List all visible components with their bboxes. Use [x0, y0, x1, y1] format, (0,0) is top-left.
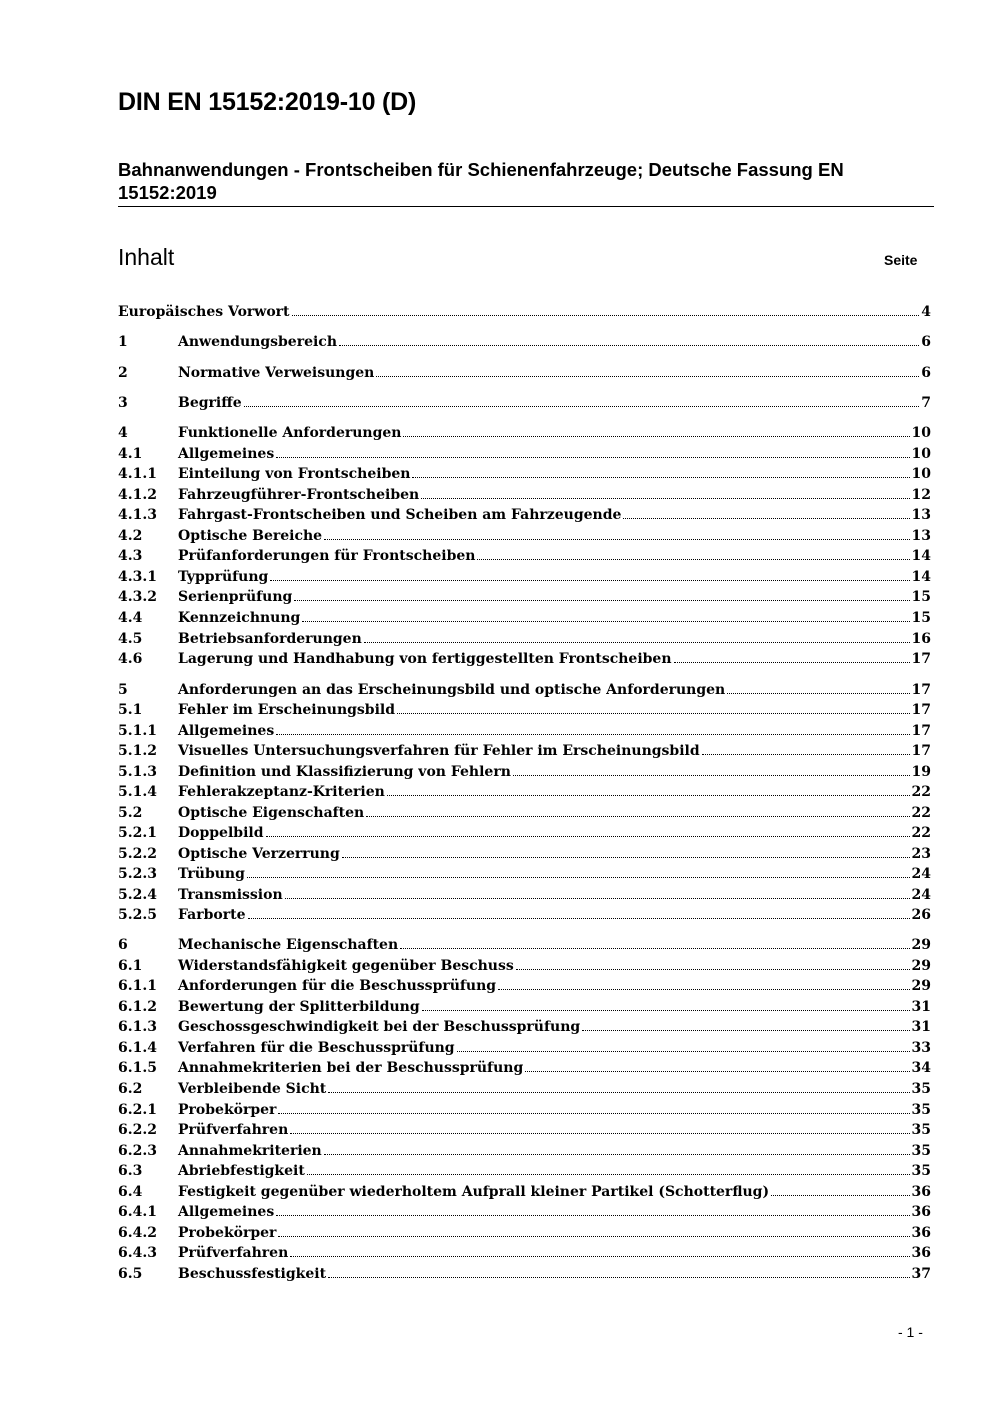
- toc-entry-page: 29: [911, 978, 931, 994]
- toc-dot-leader: [582, 1030, 909, 1031]
- toc-entry-page: 36: [911, 1204, 931, 1220]
- toc-entry-page: 13: [911, 528, 931, 544]
- toc-entry-number: 6: [118, 937, 128, 953]
- toc-dot-leader: [525, 1071, 909, 1072]
- toc-entry[interactable]: [118, 741, 931, 761]
- toc-entry-title: Anwendungsbereich: [178, 334, 337, 350]
- toc-entry-number: 5.2.3: [118, 866, 157, 882]
- toc-entry-number: 2: [118, 365, 128, 381]
- toc-entry-title: Begriffe: [178, 395, 242, 411]
- toc-entry-page: 6: [921, 365, 931, 381]
- toc-dot-leader: [498, 989, 909, 990]
- toc-entry-title: Beschussfestigkeit: [178, 1266, 327, 1282]
- toc-entry-number: 4.4: [118, 610, 143, 626]
- toc-entry[interactable]: [118, 935, 931, 955]
- toc-entry-page: 10: [911, 425, 931, 441]
- toc-entry-title: Allgemeines: [178, 723, 275, 739]
- toc-dot-leader: [266, 836, 910, 837]
- toc-entry-title: Farborte: [178, 907, 246, 923]
- toc-dot-leader: [422, 1010, 910, 1011]
- toc-entry[interactable]: [118, 1202, 931, 1222]
- toc-entry[interactable]: [118, 423, 931, 443]
- toc-page-column-label: Seite: [884, 252, 918, 268]
- toc-entry-number: 4.1: [118, 446, 143, 462]
- toc-dot-leader: [727, 693, 909, 694]
- toc-entry-page: 36: [911, 1225, 931, 1241]
- toc-entry-title: Betriebsanforderungen: [178, 631, 362, 647]
- toc-entry-page: 17: [911, 743, 931, 759]
- toc-entry[interactable]: [118, 885, 931, 905]
- toc-dot-leader: [276, 734, 909, 735]
- toc-entry-page: 13: [911, 507, 931, 523]
- toc-entry-number: 6.1.4: [118, 1040, 157, 1056]
- toc-dot-leader: [364, 642, 910, 643]
- toc-entry[interactable]: [118, 680, 931, 700]
- toc-entry[interactable]: [118, 844, 931, 864]
- toc-entry-number: 4.3: [118, 548, 143, 564]
- toc-entry-page: 35: [911, 1163, 931, 1179]
- toc-entry-title: Normative Verweisungen: [178, 365, 375, 381]
- toc-dot-leader: [328, 1277, 909, 1278]
- toc-entry-page: 14: [911, 548, 931, 564]
- toc-entry-page: 33: [911, 1040, 931, 1056]
- toc-entry[interactable]: [118, 608, 931, 628]
- toc-entry-title: Fahrzeugführer-Frontscheiben: [178, 487, 420, 503]
- page-number: - 1 -: [898, 1324, 923, 1340]
- toc-entry-title: Optische Bereiche: [178, 528, 323, 544]
- toc-entry[interactable]: [118, 762, 931, 782]
- toc-entry-page: 35: [911, 1081, 931, 1097]
- toc-dot-leader: [247, 877, 910, 878]
- toc-entry-number: 6.2.3: [118, 1143, 157, 1159]
- document-code: DIN EN 15152:2019-10 (D): [118, 88, 417, 116]
- toc-dot-leader: [457, 1051, 910, 1052]
- toc-entry[interactable]: [118, 782, 931, 802]
- toc-entry-number: 4.1.2: [118, 487, 157, 503]
- toc-entry[interactable]: [118, 649, 931, 669]
- toc-entry[interactable]: [118, 976, 931, 996]
- toc-entry-number: 6.1.2: [118, 999, 157, 1015]
- toc-entry[interactable]: [118, 1223, 931, 1243]
- toc-entry-title: Probekörper: [178, 1102, 277, 1118]
- toc-entry-title: Prüfverfahren: [178, 1245, 289, 1261]
- toc-entry-number: 1: [118, 334, 128, 350]
- toc-entry-number: 5.2.1: [118, 825, 157, 841]
- toc-entry-number: 6.2.1: [118, 1102, 157, 1118]
- table-of-contents: [118, 0, 931, 1403]
- toc-entry[interactable]: [118, 997, 931, 1017]
- toc-entry[interactable]: [118, 526, 931, 546]
- toc-entry-title: Geschossgeschwindigkeit bei der Beschussprüfung: [178, 1019, 581, 1035]
- toc-dot-leader: [290, 1133, 909, 1134]
- toc-dot-leader: [400, 948, 909, 949]
- toc-dot-leader: [292, 315, 920, 316]
- toc-dot-leader: [276, 1215, 909, 1216]
- toc-entry-page: 17: [911, 651, 931, 667]
- toc-entry-page: 35: [911, 1122, 931, 1138]
- toc-entry[interactable]: [118, 905, 931, 925]
- toc-entry-title: Fehlerakzeptanz-Kriterien: [178, 784, 385, 800]
- toc-entry-page: 15: [911, 589, 931, 605]
- toc-entry-number: 6.1.5: [118, 1060, 157, 1076]
- toc-entry-number: 6.4: [118, 1184, 143, 1200]
- toc-entry-title: Funktionelle Anforderungen: [178, 425, 402, 441]
- toc-entry-number: 4.2: [118, 528, 143, 544]
- toc-entry-title: Annahmekriterien: [178, 1143, 322, 1159]
- toc-entry-page: 17: [911, 682, 931, 698]
- toc-entry-title: Bewertung der Splitterbildung: [178, 999, 420, 1015]
- toc-entry-title: Prüfanforderungen für Frontscheiben: [178, 548, 476, 564]
- toc-dot-leader: [278, 1236, 909, 1237]
- toc-entry-title: Serienprüfung: [178, 589, 293, 605]
- toc-entry-number: 6.4.2: [118, 1225, 157, 1241]
- toc-entry-number: 4: [118, 425, 128, 441]
- toc-dot-leader: [328, 1092, 909, 1093]
- toc-entry-title: Kennzeichnung: [178, 610, 301, 626]
- toc-entry[interactable]: [118, 363, 931, 383]
- toc-dot-leader: [412, 477, 909, 478]
- toc-dot-leader: [285, 898, 910, 899]
- toc-entry[interactable]: [118, 1264, 931, 1284]
- toc-dot-leader: [477, 559, 909, 560]
- toc-entry-title: Transmission: [178, 887, 283, 903]
- toc-entry-title: Allgemeines: [178, 1204, 275, 1220]
- toc-dot-leader: [294, 600, 909, 601]
- toc-dot-leader: [342, 857, 910, 858]
- toc-entry-title: Typprüfung: [178, 569, 269, 585]
- toc-entry[interactable]: [118, 1161, 931, 1181]
- toc-entry[interactable]: [118, 302, 931, 322]
- toc-entry-number: 4.1.1: [118, 466, 157, 482]
- toc-entry[interactable]: [118, 956, 931, 976]
- toc-entry-number: 6.1.1: [118, 978, 157, 994]
- toc-entry-page: 35: [911, 1143, 931, 1159]
- toc-entry[interactable]: [118, 721, 931, 741]
- toc-entry-number: 6.3: [118, 1163, 143, 1179]
- toc-entry-page: 17: [911, 723, 931, 739]
- toc-entry-number: 4.3.1: [118, 569, 157, 585]
- toc-entry-title: Allgemeines: [178, 446, 275, 462]
- toc-dot-leader: [307, 1174, 910, 1175]
- toc-entry-page: 35: [911, 1102, 931, 1118]
- toc-entry-title: Definition und Klassifizierung von Fehlern: [178, 764, 511, 780]
- toc-entry[interactable]: [118, 332, 931, 352]
- toc-dot-leader: [516, 969, 910, 970]
- toc-dot-leader: [366, 816, 909, 817]
- toc-entry-number: 5.2: [118, 805, 143, 821]
- toc-entry[interactable]: [118, 1141, 931, 1161]
- toc-entry-title: Fehler im Erscheinungsbild: [178, 702, 396, 718]
- toc-dot-leader: [387, 795, 910, 796]
- toc-entry-page: 24: [911, 866, 931, 882]
- toc-entry-number: 5.1.4: [118, 784, 157, 800]
- toc-entry-page: 26: [911, 907, 931, 923]
- toc-entry-page: 15: [911, 610, 931, 626]
- toc-entry-title: Anforderungen an das Erscheinungsbild und optische Anforderungen: [178, 682, 726, 698]
- toc-dot-leader: [339, 345, 919, 346]
- toc-entry-page: 23: [911, 846, 931, 862]
- toc-entry-title: Fahrgast-Frontscheiben und Scheiben am Fahrzeugende: [178, 507, 622, 523]
- toc-entry-title: Einteilung von Frontscheiben: [178, 466, 411, 482]
- toc-entry-number: 4.1.3: [118, 507, 157, 523]
- toc-entry[interactable]: [118, 464, 931, 484]
- toc-entry-number: 5.1.1: [118, 723, 157, 739]
- toc-dot-leader: [397, 713, 909, 714]
- toc-entry-title: Probekörper: [178, 1225, 277, 1241]
- toc-entry[interactable]: [118, 1182, 931, 1202]
- toc-dot-leader: [376, 376, 919, 377]
- toc-entry-page: 12: [911, 487, 931, 503]
- toc-dot-leader: [421, 498, 909, 499]
- toc-entry-title: Anforderungen für die Beschussprüfung: [178, 978, 497, 994]
- toc-entry[interactable]: [118, 700, 931, 720]
- toc-entry[interactable]: [118, 823, 931, 843]
- toc-entry[interactable]: [118, 505, 931, 525]
- toc-dot-leader: [324, 1154, 910, 1155]
- toc-entry-number: 5.1.3: [118, 764, 157, 780]
- toc-entry-number: 5.1.2: [118, 743, 157, 759]
- toc-entry-title: Mechanische Eigenschaften: [178, 937, 399, 953]
- toc-entry-title: Visuelles Untersuchungsverfahren für Fehler im Erscheinungsbild: [178, 743, 700, 759]
- toc-entry-number: 6.2: [118, 1081, 143, 1097]
- toc-entry-page: 34: [911, 1060, 931, 1076]
- toc-heading: Inhalt: [118, 244, 175, 270]
- toc-entry[interactable]: [118, 444, 931, 464]
- toc-dot-leader: [403, 436, 909, 437]
- toc-entry-title: Optische Verzerrung: [178, 846, 340, 862]
- toc-entry[interactable]: [118, 803, 931, 823]
- toc-entry-page: 36: [911, 1245, 931, 1261]
- toc-entry-title: Europäisches Vorwort: [118, 304, 290, 320]
- toc-dot-leader: [513, 775, 910, 776]
- toc-entry-number: 3: [118, 395, 128, 411]
- toc-entry[interactable]: [118, 587, 931, 607]
- toc-entry[interactable]: [118, 629, 931, 649]
- toc-dot-leader: [702, 754, 910, 755]
- toc-entry-page: 29: [911, 937, 931, 953]
- toc-entry-number: 6.1: [118, 958, 143, 974]
- toc-entry-page: 17: [911, 702, 931, 718]
- toc-entry-page: 29: [911, 958, 931, 974]
- toc-dot-leader: [623, 518, 909, 519]
- toc-dot-leader: [244, 406, 920, 407]
- toc-entry-number: 5.2.4: [118, 887, 157, 903]
- toc-dot-leader: [674, 662, 910, 663]
- toc-entry[interactable]: [118, 864, 931, 884]
- toc-entry-page: 24: [911, 887, 931, 903]
- toc-entry-title: Prüfverfahren: [178, 1122, 289, 1138]
- toc-entry[interactable]: [118, 546, 931, 566]
- toc-entry-number: 5.1: [118, 702, 143, 718]
- toc-entry[interactable]: [118, 1079, 931, 1099]
- toc-entry[interactable]: [118, 1120, 931, 1140]
- toc-entry-page: 22: [911, 825, 931, 841]
- toc-entry-number: 4.6: [118, 651, 143, 667]
- toc-entry[interactable]: [118, 1100, 931, 1120]
- toc-entry-page: 19: [911, 764, 931, 780]
- toc-entry-page: 36: [911, 1184, 931, 1200]
- toc-entry-number: 6.4.1: [118, 1204, 157, 1220]
- toc-entry[interactable]: [118, 393, 931, 413]
- toc-entry-title: Trübung: [178, 866, 245, 882]
- document-subtitle: Bahnanwendungen - Frontscheiben für Schienenfahrzeuge; Deutsche Fassung EN 15152:2019: [118, 159, 844, 203]
- toc-entry-page: 10: [911, 466, 931, 482]
- toc-entry-number: 4.5: [118, 631, 143, 647]
- toc-entry-page: 16: [911, 631, 931, 647]
- toc-entry-number: 6.5: [118, 1266, 143, 1282]
- toc-entry-title: Lagerung und Handhabung von fertiggestellten Frontscheiben: [178, 651, 672, 667]
- toc-entry-page: 22: [911, 784, 931, 800]
- toc-entry-number: 5.2.5: [118, 907, 157, 923]
- toc-entry-number: 4.3.2: [118, 589, 157, 605]
- toc-entry-number: 5.2.2: [118, 846, 157, 862]
- toc-entry-page: 10: [911, 446, 931, 462]
- toc-entry-page: 14: [911, 569, 931, 585]
- toc-entry-page: 22: [911, 805, 931, 821]
- toc-entry-page: 31: [911, 1019, 931, 1035]
- toc-entry-number: 5: [118, 682, 128, 698]
- toc-entry-title: Verbleibende Sicht: [178, 1081, 327, 1097]
- toc-dot-leader: [324, 539, 909, 540]
- toc-dot-leader: [276, 457, 909, 458]
- toc-entry-page: 6: [921, 334, 931, 350]
- toc-entry-number: 6.4.3: [118, 1245, 157, 1261]
- toc-dot-leader: [278, 1113, 909, 1114]
- toc-entry-title: Optische Eigenschaften: [178, 805, 365, 821]
- toc-entry[interactable]: [118, 1058, 931, 1078]
- toc-entry-number: 6.2.2: [118, 1122, 157, 1138]
- toc-dot-leader: [248, 918, 910, 919]
- toc-dot-leader: [290, 1256, 909, 1257]
- toc-dot-leader: [302, 621, 909, 622]
- toc-entry-title: Abriebfestigkeit: [178, 1163, 305, 1179]
- toc-entry[interactable]: [118, 567, 931, 587]
- toc-entry-page: 4: [921, 304, 931, 320]
- toc-entry-title: Widerstandsfähigkeit gegenüber Beschuss: [178, 958, 514, 974]
- toc-entry-title: Festigkeit gegenüber wiederholtem Aufprall kleiner Partikel (Schotterflug): [178, 1184, 770, 1200]
- toc-entry-title: Annahmekriterien bei der Beschussprüfung: [178, 1060, 524, 1076]
- toc-entry-number: 6.1.3: [118, 1019, 157, 1035]
- toc-entry-page: 7: [921, 395, 931, 411]
- toc-entry-page: 37: [911, 1266, 931, 1282]
- toc-entry[interactable]: [118, 1017, 931, 1037]
- toc-dot-leader: [771, 1195, 909, 1196]
- toc-entry-page: 31: [911, 999, 931, 1015]
- toc-entry[interactable]: [118, 1038, 931, 1058]
- toc-entry-title: Doppelbild: [178, 825, 264, 841]
- toc-dot-leader: [270, 580, 909, 581]
- toc-entry[interactable]: [118, 485, 931, 505]
- toc-entry[interactable]: [118, 1243, 931, 1263]
- toc-entry-title: Verfahren für die Beschussprüfung: [178, 1040, 455, 1056]
